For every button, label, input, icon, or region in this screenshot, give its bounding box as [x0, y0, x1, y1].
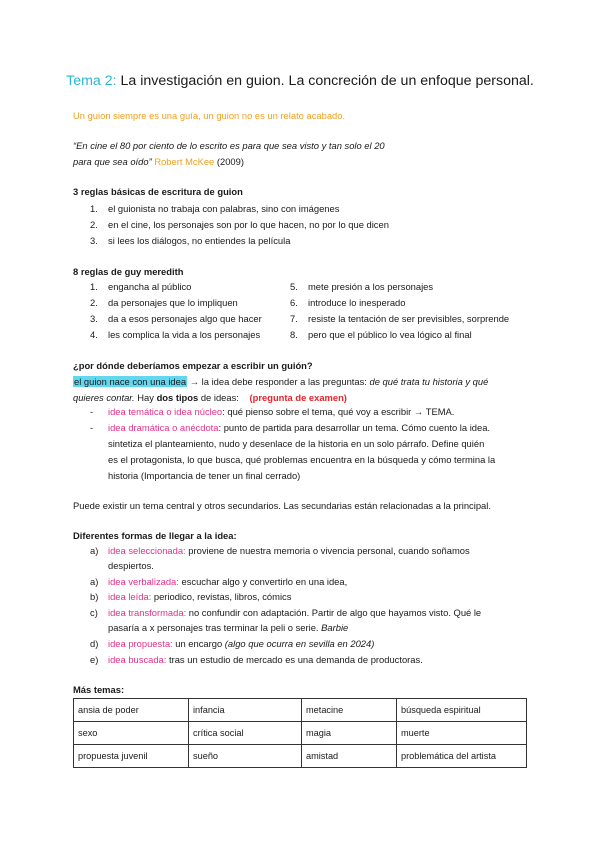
item-number: 1. — [90, 203, 98, 214]
way-cont-italic: Barbie — [321, 622, 349, 633]
item-letter: e) — [90, 654, 99, 665]
table-row — [74, 722, 527, 745]
exam-note: (pregunta de examen) — [249, 392, 347, 403]
item-number: 7. — [290, 313, 298, 324]
item-letter: a) — [90, 545, 99, 556]
table-cell: magia — [302, 722, 397, 745]
table-cell: propuesta juvenil — [74, 745, 189, 768]
way-label: idea propuesta: — [108, 638, 173, 649]
item-number: 4. — [90, 329, 98, 340]
themes-note: Puede existir un tema central y otros secundarios. Las secundarias están relacionadas a la principal. — [73, 500, 491, 511]
way-italic: (algo que ocurra en sevilla en 2024) — [224, 638, 375, 649]
page-title — [0, 73, 600, 89]
item-letter: b) — [90, 591, 99, 602]
item-text: resiste la tentación de ser previsibles, sorprende — [308, 313, 510, 324]
italic-question-1: de qué trata tu historia y qué — [369, 376, 489, 387]
way-text: un encargo — [172, 638, 223, 649]
de-ideas-text: de ideas: — [200, 392, 239, 403]
item-letter: d) — [90, 638, 99, 649]
ways-item — [90, 638, 374, 649]
table-cell: problemática del artista — [397, 745, 527, 768]
where-line-2 — [73, 392, 347, 403]
dash-bullet: - — [90, 406, 94, 417]
item-number: 8. — [290, 329, 298, 340]
way-text: tras un estudio de mercado es una demanda de productoras. — [166, 654, 423, 665]
item-text: introduce lo inesperado — [308, 297, 406, 308]
way-cont-text: pasaría a x personajes tras terminar la peli o serie. — [108, 622, 319, 633]
rules3-heading: 3 reglas básicas de escritura de guion — [73, 186, 243, 197]
where-question: ¿por dónde deberíamos empezar a escribir un guión? — [73, 360, 313, 371]
title-tag: Tema 2: — [66, 73, 117, 89]
dash-bullet: - — [90, 422, 94, 433]
item-text: engancha al público — [108, 281, 192, 292]
table-cell: metacine — [302, 699, 397, 722]
ways-item — [90, 591, 291, 602]
table-cell: sexo — [74, 722, 189, 745]
quote-line-2-text: para que sea oído” — [73, 156, 152, 167]
ways-item — [90, 607, 481, 618]
item-text: da personajes que lo impliquen — [108, 297, 238, 308]
item-letter: a) — [90, 576, 99, 587]
rules8-item — [290, 297, 405, 308]
item-text: si lees los diálogos, no entiendes la película — [108, 235, 291, 246]
ways-item — [90, 654, 423, 665]
item-number: 3. — [90, 313, 98, 324]
ways-item-cont — [108, 622, 348, 633]
table-row — [74, 745, 527, 768]
table-cell: búsqueda espiritual — [397, 699, 527, 722]
quote-line-1: “En cine el 80 por ciento de lo escrito es para que sea visto y tan solo el 20 — [73, 140, 385, 151]
rules8-heading: 8 reglas de guy meredith — [73, 266, 184, 277]
item-text: el guionista no trabaja con palabras, sino con imágenes — [108, 203, 340, 214]
item-number: 5. — [290, 281, 298, 292]
idea-type-label: idea dramática o anécdota — [108, 422, 219, 433]
topics-table — [73, 698, 527, 768]
item-text: en el cine, los personajes son por lo que hacen, no por lo que dicen — [108, 219, 389, 230]
rules8-item — [90, 297, 238, 308]
title-text: La investigación en guion. La concreción de un enfoque personal. — [120, 73, 534, 89]
rules8-item — [90, 313, 262, 324]
item-number: 6. — [290, 297, 298, 308]
ways-item — [90, 545, 470, 556]
idea-type-line — [108, 422, 490, 433]
item-number: 3. — [90, 235, 98, 246]
item-text: da a esos personajes algo que hacer — [108, 313, 262, 324]
rules8-item — [290, 281, 433, 292]
ways-item-cont: despiertos. — [108, 560, 154, 571]
idea-type-label: idea temática o idea núcleo — [108, 406, 223, 417]
where-line-1 — [73, 376, 488, 387]
item-text: mete presión a los personajes — [308, 281, 434, 292]
hay-text: Hay — [137, 392, 154, 403]
more-topics-heading: Más temas: — [73, 684, 125, 695]
dos-tipos-text: dos tipos — [156, 392, 199, 403]
item-letter: c) — [90, 607, 98, 618]
subtitle: Un guion siempre es una guía, un guion no es un relato acabado. — [73, 110, 346, 121]
item-number: 2. — [90, 297, 98, 308]
idea-type-line: historia (Importancia de tener un final cerrado) — [108, 470, 301, 481]
rules8-item — [90, 281, 191, 292]
ways-heading: Diferentes formas de llegar a la idea: — [73, 530, 237, 541]
rules8-item — [90, 329, 260, 340]
item-text: pero que el público lo vea lógico al final — [308, 329, 472, 340]
idea-type-line: sintetiza el planteamiento, nudo y desenlace de la historia en un solo párrafo. Define quién — [108, 438, 485, 449]
way-text: periodico, revistas, libros, cómics — [151, 591, 292, 602]
way-label: idea seleccionada: — [108, 545, 186, 556]
item-number: 2. — [90, 219, 98, 230]
arrow-text: → la idea debe responder a las preguntas: — [189, 376, 367, 387]
way-label: idea buscada: — [108, 654, 167, 665]
way-text: escuchar algo y convertirlo en una idea, — [178, 576, 348, 587]
rules8-item — [290, 313, 509, 324]
highlighted-idea: el guion nace con una idea — [74, 376, 187, 387]
table-cell: ansia de poder — [74, 699, 189, 722]
rules3-item — [90, 235, 290, 246]
idea-type-text: : qué pienso sobre el tema, qué voy a escribir → TEMA. — [222, 406, 455, 417]
idea-type-line — [108, 406, 454, 417]
rules8-item — [290, 329, 472, 340]
table-row — [74, 699, 527, 722]
table-cell: infancia — [189, 699, 302, 722]
way-label: idea leída: — [108, 591, 152, 602]
quote-author: Robert McKee — [154, 156, 215, 167]
ways-item — [90, 576, 347, 587]
quote-line-2 — [73, 156, 244, 167]
italic-question-2: quieres contar. — [73, 392, 135, 403]
idea-type-line: es el protagonista, lo que busca, qué problemas encuentra en la búsqueda y cómo termina la — [108, 454, 496, 465]
item-number: 1. — [90, 281, 98, 292]
item-text: les complica la vida a los personajes — [108, 329, 261, 340]
idea-type-text: : punto de partida para desarrollar un tema. Cómo cuento la idea. — [218, 422, 491, 433]
way-label: idea verbalizada: — [108, 576, 179, 587]
quote-year: (2009) — [216, 156, 244, 167]
table-cell: sueño — [189, 745, 302, 768]
table-cell: crítica social — [189, 722, 302, 745]
rules3-item — [90, 219, 389, 230]
way-text: proviene de nuestra memoria o vivencia personal, cuando soñamos — [185, 545, 470, 556]
table-cell: muerte — [397, 722, 527, 745]
way-label: idea transformada: — [108, 607, 187, 618]
table-cell: amistad — [302, 745, 397, 768]
way-text: no confundir con adaptación. Partir de algo que hayamos visto. Qué le — [186, 607, 482, 618]
rules3-item — [90, 203, 339, 214]
